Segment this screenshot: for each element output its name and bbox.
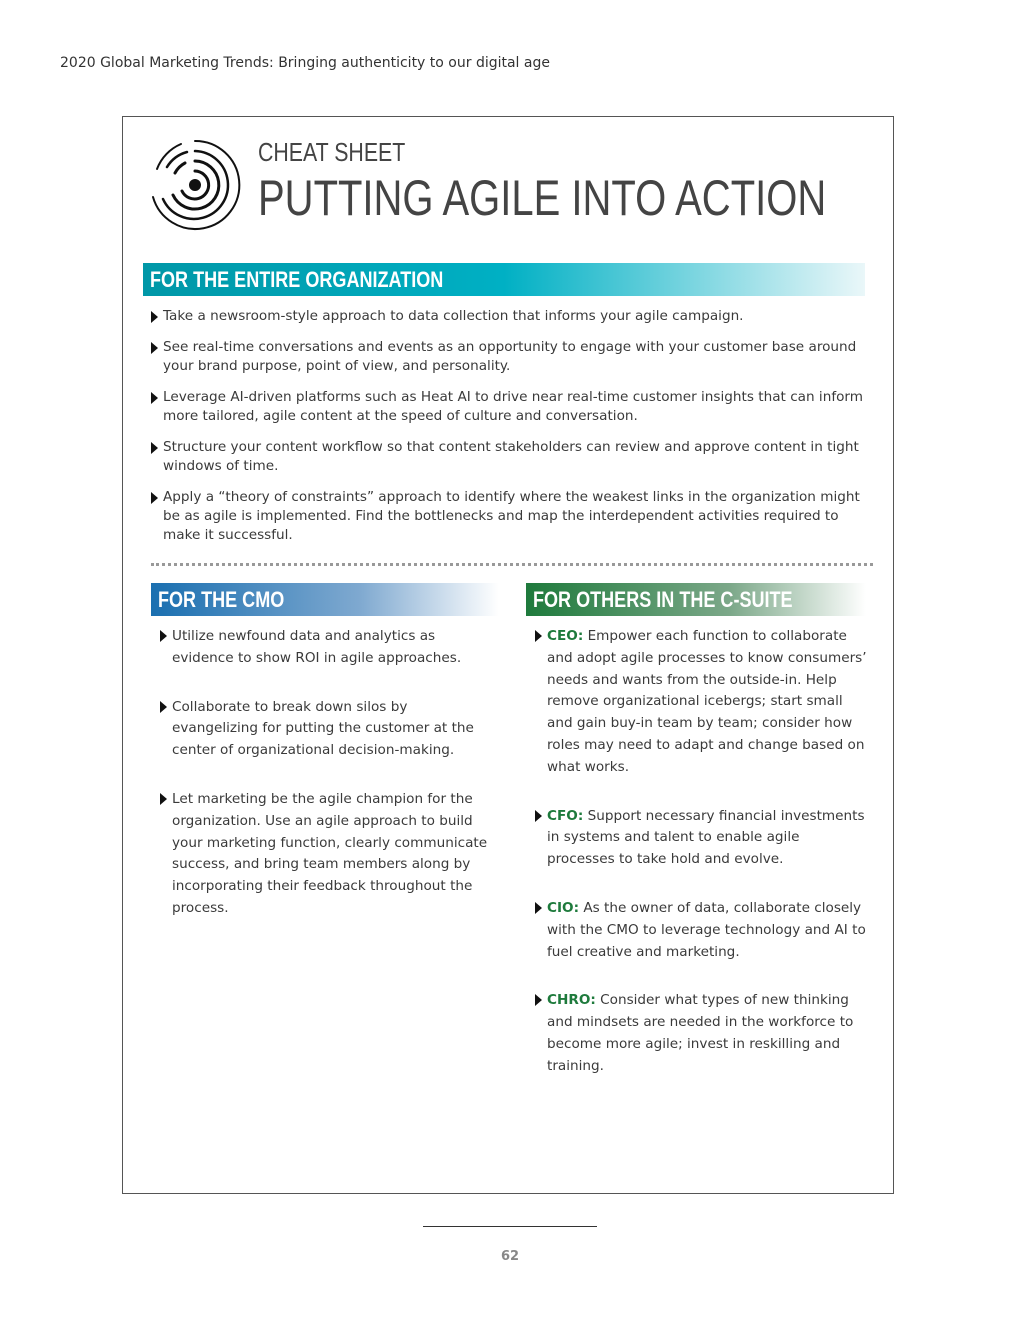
bullet-triangle-icon — [151, 442, 158, 454]
list-item: See real-time conversations and events as an opportunity to engage with your customer base around your brand purpose, point of view, and personality. — [151, 338, 867, 376]
spiral-target-icon — [147, 137, 243, 233]
list-item: CIO: As the owner of data, collaborate closely with the CMO to leverage technology and AI to fuel creative and marketing. — [535, 898, 870, 963]
cheat-sheet-panel — [122, 116, 894, 1194]
org-heading: FOR THE ENTIRE ORGANIZATION — [143, 263, 865, 296]
list-item: Take a newsroom-style approach to data collection that informs your agile campaign. — [151, 307, 867, 326]
bullet-triangle-icon — [535, 810, 542, 822]
role-label: CEO: — [547, 628, 584, 644]
list-item: CHRO: Consider what types of new thinking and mindsets are needed in the workforce to become more agile; invest in reskilling and training. — [535, 990, 870, 1077]
page-title: PUTTING AGILE INTO ACTION — [258, 170, 827, 226]
bullet-triangle-icon — [151, 492, 158, 504]
csuite-heading: FOR OTHERS IN THE C-SUITE — [526, 583, 866, 616]
bullet-triangle-icon — [535, 630, 542, 642]
role-label: CIO: — [547, 899, 580, 916]
cmo-heading: FOR THE CMO — [151, 583, 499, 616]
list-item: Let marketing be the agile champion for the organization. Use an agile approach to build your marketing function, clearly communicate success, and bring team members along by incorporating their feedback throughout the process. — [160, 789, 490, 920]
running-header: 2020 Global Marketing Trends: Bringing authenticity to our digital age — [60, 55, 550, 71]
csuite-list — [535, 626, 870, 1105]
bullet-triangle-icon — [535, 994, 542, 1006]
list-item: Apply a “theory of constraints” approach to identify where the weakest links in the organization might be as agile is implemented. Find the bottlenecks and map the interdependent activities required to make it successful. — [151, 488, 867, 545]
list-item: CFO: Support necessary financial investments in systems and talent to enable agile processes to take hold and evolve. — [535, 806, 870, 871]
bullet-triangle-icon — [151, 311, 158, 323]
list-item: Structure your content workflow so that content stakeholders can review and approve content in tight windows of time. — [151, 438, 867, 476]
page-number: 62 — [500, 1249, 520, 1264]
list-item: CEO: Empower each function to collaborate and adopt agile processes to know consumers’ needs and wants from the outside-in. Help remove organizational icebergs; start small and gain buy-in team by team; consider how roles may need to adapt and change based on what works. — [535, 626, 870, 779]
list-item: Leverage AI-driven platforms such as Heat AI to drive near real-time customer insights that can inform more tailored, agile content at the speed of culture and conversation. — [151, 388, 867, 426]
bullet-triangle-icon — [151, 342, 158, 354]
cmo-list — [160, 626, 490, 947]
dotted-divider — [151, 563, 873, 566]
role-label: CFO: — [547, 807, 584, 824]
bullet-triangle-icon — [160, 630, 167, 642]
bullet-triangle-icon — [160, 701, 167, 713]
bullet-triangle-icon — [535, 902, 542, 914]
role-label: CHRO: — [547, 992, 596, 1009]
list-item: Collaborate to break down silos by evangelizing for putting the customer at the center of organizational decision-making. — [160, 697, 490, 762]
kicker: CHEAT SHEET — [258, 137, 406, 167]
bullet-triangle-icon — [151, 392, 158, 404]
org-list — [151, 307, 867, 557]
footer-rule — [423, 1226, 597, 1227]
bullet-triangle-icon — [160, 793, 167, 805]
list-item: Utilize newfound data and analytics as evidence to show ROI in agile approaches. — [160, 626, 490, 670]
